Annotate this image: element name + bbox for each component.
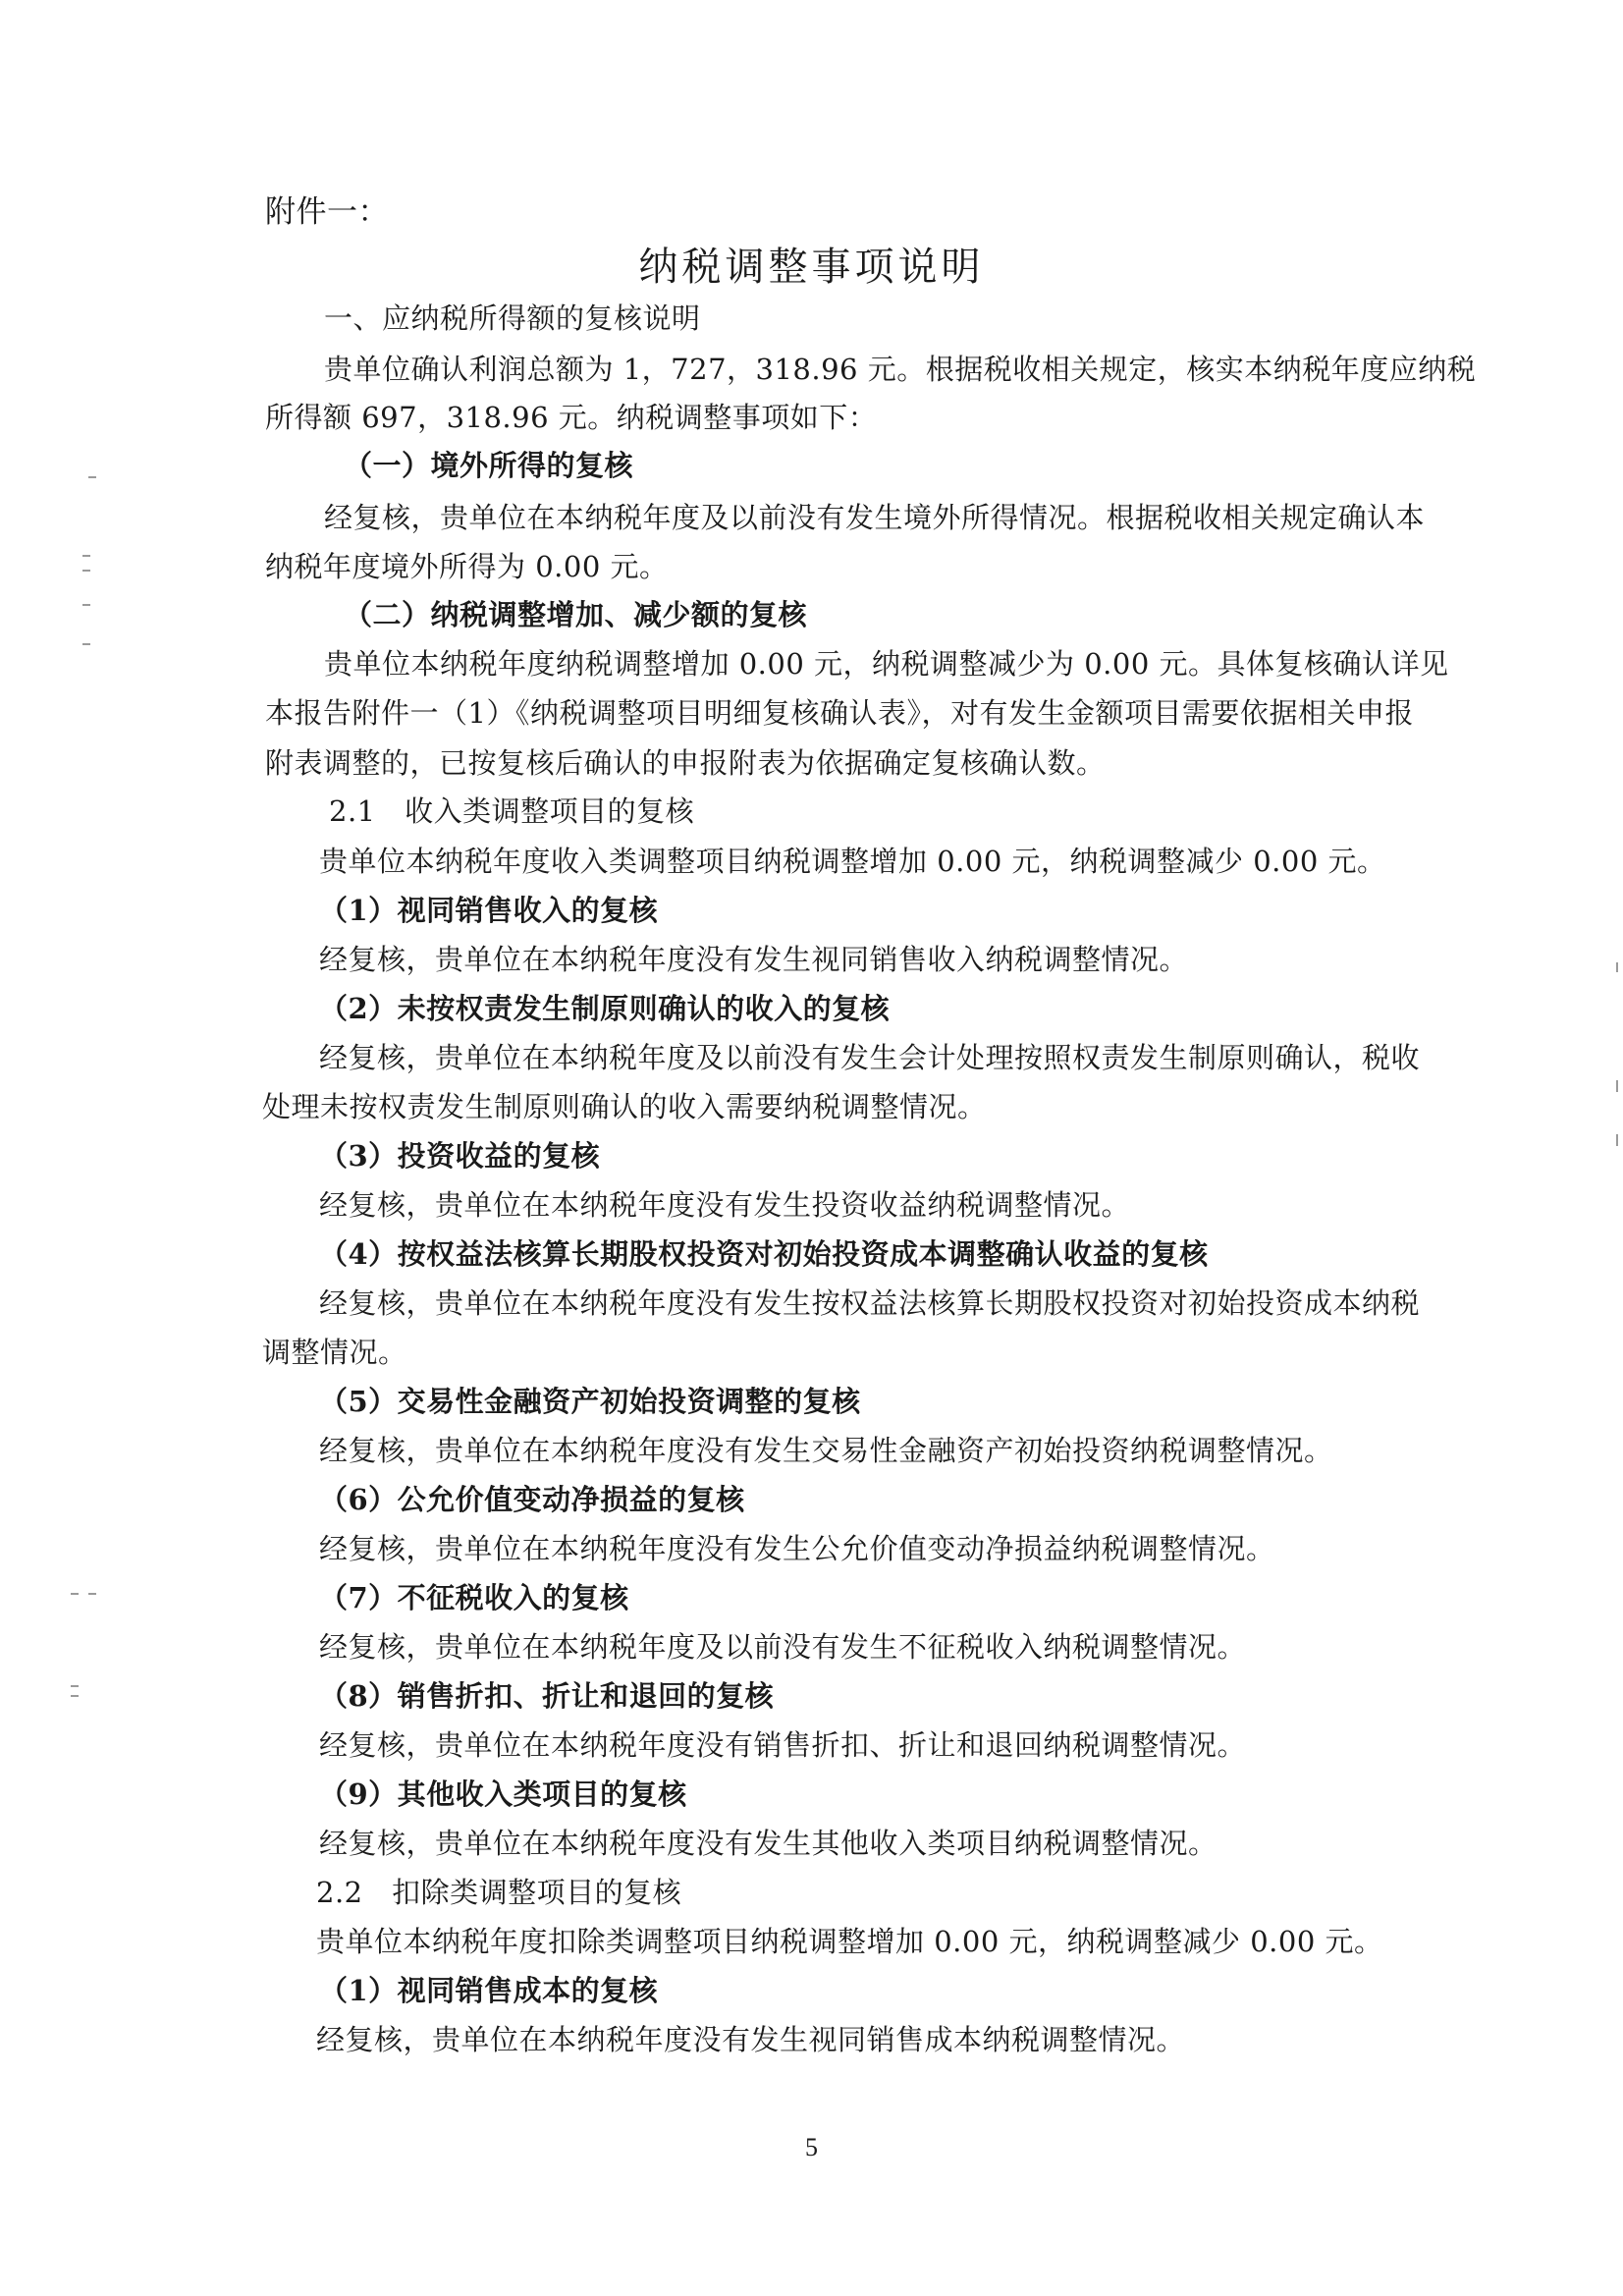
paragraph-line: 经复核，贵单位在本纳税年度没有发生按权益法核算长期股权投资对初始投资成本纳税: [319, 1286, 1421, 1320]
subsection-heading: 2.1 收入类调整项目的复核: [329, 794, 695, 828]
paragraph-line: 贵单位确认利润总额为 1，727，318.96 元。根据税收相关规定，核实本纳税年度应纳税: [324, 353, 1477, 386]
paragraph-line: 经复核，贵单位在本纳税年度没有发生其他收入类项目纳税调整情况。: [319, 1827, 1217, 1860]
paragraph-line: 贵单位本纳税年度纳税调整增加 0.00 元，纳税调整减少为 0.00 元。具体复核确认详见: [324, 647, 1449, 681]
paragraph-line: 调整情况。: [262, 1336, 407, 1369]
paragraph-line: 所得额 697，318.96 元。纳税调整事项如下：: [265, 401, 878, 434]
item-heading: （6）公允价值变动净损益的复核: [319, 1483, 745, 1516]
paragraph-line: 经复核，贵单位在本纳税年度没有发生视同销售成本纳税调整情况。: [316, 2023, 1186, 2056]
paragraph-line: 经复核，贵单位在本纳税年度及以前没有发生境外所得情况。根据税收相关规定确认本: [324, 501, 1426, 534]
scan-speck: [71, 1593, 79, 1595]
scan-speck: [88, 476, 96, 478]
item-heading: （1）视同销售收入的复核: [319, 894, 659, 927]
attachment-label: 附件一：: [265, 194, 389, 230]
scan-speck: [71, 1695, 79, 1697]
scan-speck: [1616, 1134, 1618, 1146]
scan-speck: [1616, 1080, 1618, 1092]
item-heading: （2）未按权责发生制原则确认的收入的复核: [319, 992, 891, 1025]
paragraph-line: 纳税年度境外所得为 0.00 元。: [265, 550, 669, 583]
paragraph-line: 经复核，贵单位在本纳税年度没有发生交易性金融资产初始投资纳税调整情况。: [319, 1434, 1333, 1467]
scan-speck: [1616, 962, 1618, 972]
scan-speck: [82, 604, 90, 606]
paragraph-line: 贵单位本纳税年度收入类调整项目纳税调整增加 0.00 元，纳税调整减少 0.00 元。: [319, 845, 1386, 878]
item-heading: （4）按权益法核算长期股权投资对初始投资成本调整确认收益的复核: [319, 1237, 1209, 1271]
paragraph-line: 经复核，贵单位在本纳税年度及以前没有发生不征税收入纳税调整情况。: [319, 1630, 1247, 1664]
subsection-heading: （一）境外所得的复核: [344, 449, 634, 482]
paragraph-line: 经复核，贵单位在本纳税年度没有发生投资收益纳税调整情况。: [319, 1188, 1131, 1222]
scan-speck: [82, 570, 90, 572]
scan-speck: [82, 555, 90, 557]
paragraph-line: 附表调整的，已按复核后确认的申报附表为依据确定复核确认数。: [265, 746, 1106, 780]
item-heading: （8）销售折扣、折让和退回的复核: [319, 1679, 775, 1713]
scan-speck: [82, 643, 90, 645]
scan-speck: [88, 1593, 96, 1595]
paragraph-line: 本报告附件一（1）《纳税调整项目明细复核确认表》，对有发生金额项目需要依据相关申报: [265, 696, 1414, 730]
document-title: 纳税调整事项说明: [638, 245, 985, 290]
subsection-heading: 2.2 扣除类调整项目的复核: [316, 1876, 682, 1909]
section-heading-1: 一、应纳税所得额的复核说明: [324, 301, 701, 335]
paragraph-line: 经复核，贵单位在本纳税年度没有销售折扣、折让和退回纳税调整情况。: [319, 1728, 1247, 1762]
item-heading: （9）其他收入类项目的复核: [319, 1777, 687, 1811]
item-heading: （3）投资收益的复核: [319, 1139, 601, 1173]
paragraph-line: 处理未按权责发生制原则确认的收入需要纳税调整情况。: [262, 1090, 987, 1123]
item-heading: （5）交易性金融资产初始投资调整的复核: [319, 1385, 861, 1418]
item-heading: （7）不征税收入的复核: [319, 1581, 629, 1614]
paragraph-line: 经复核，贵单位在本纳税年度及以前没有发生会计处理按照权责发生制原则确认，税收: [319, 1041, 1421, 1074]
subsection-heading: （二）纳税调整增加、减少额的复核: [344, 598, 808, 631]
paragraph-line: 经复核，贵单位在本纳税年度没有发生公允价值变动净损益纳税调整情况。: [319, 1532, 1275, 1565]
page-number: 5: [805, 2133, 818, 2161]
paragraph-line: 经复核，贵单位在本纳税年度没有发生视同销售收入纳税调整情况。: [319, 943, 1189, 976]
scan-speck: [71, 1685, 79, 1687]
paragraph-line: 贵单位本纳税年度扣除类调整项目纳税调整增加 0.00 元，纳税调整减少 0.00 元。: [316, 1925, 1383, 1958]
item-heading: （1）视同销售成本的复核: [319, 1974, 659, 2007]
